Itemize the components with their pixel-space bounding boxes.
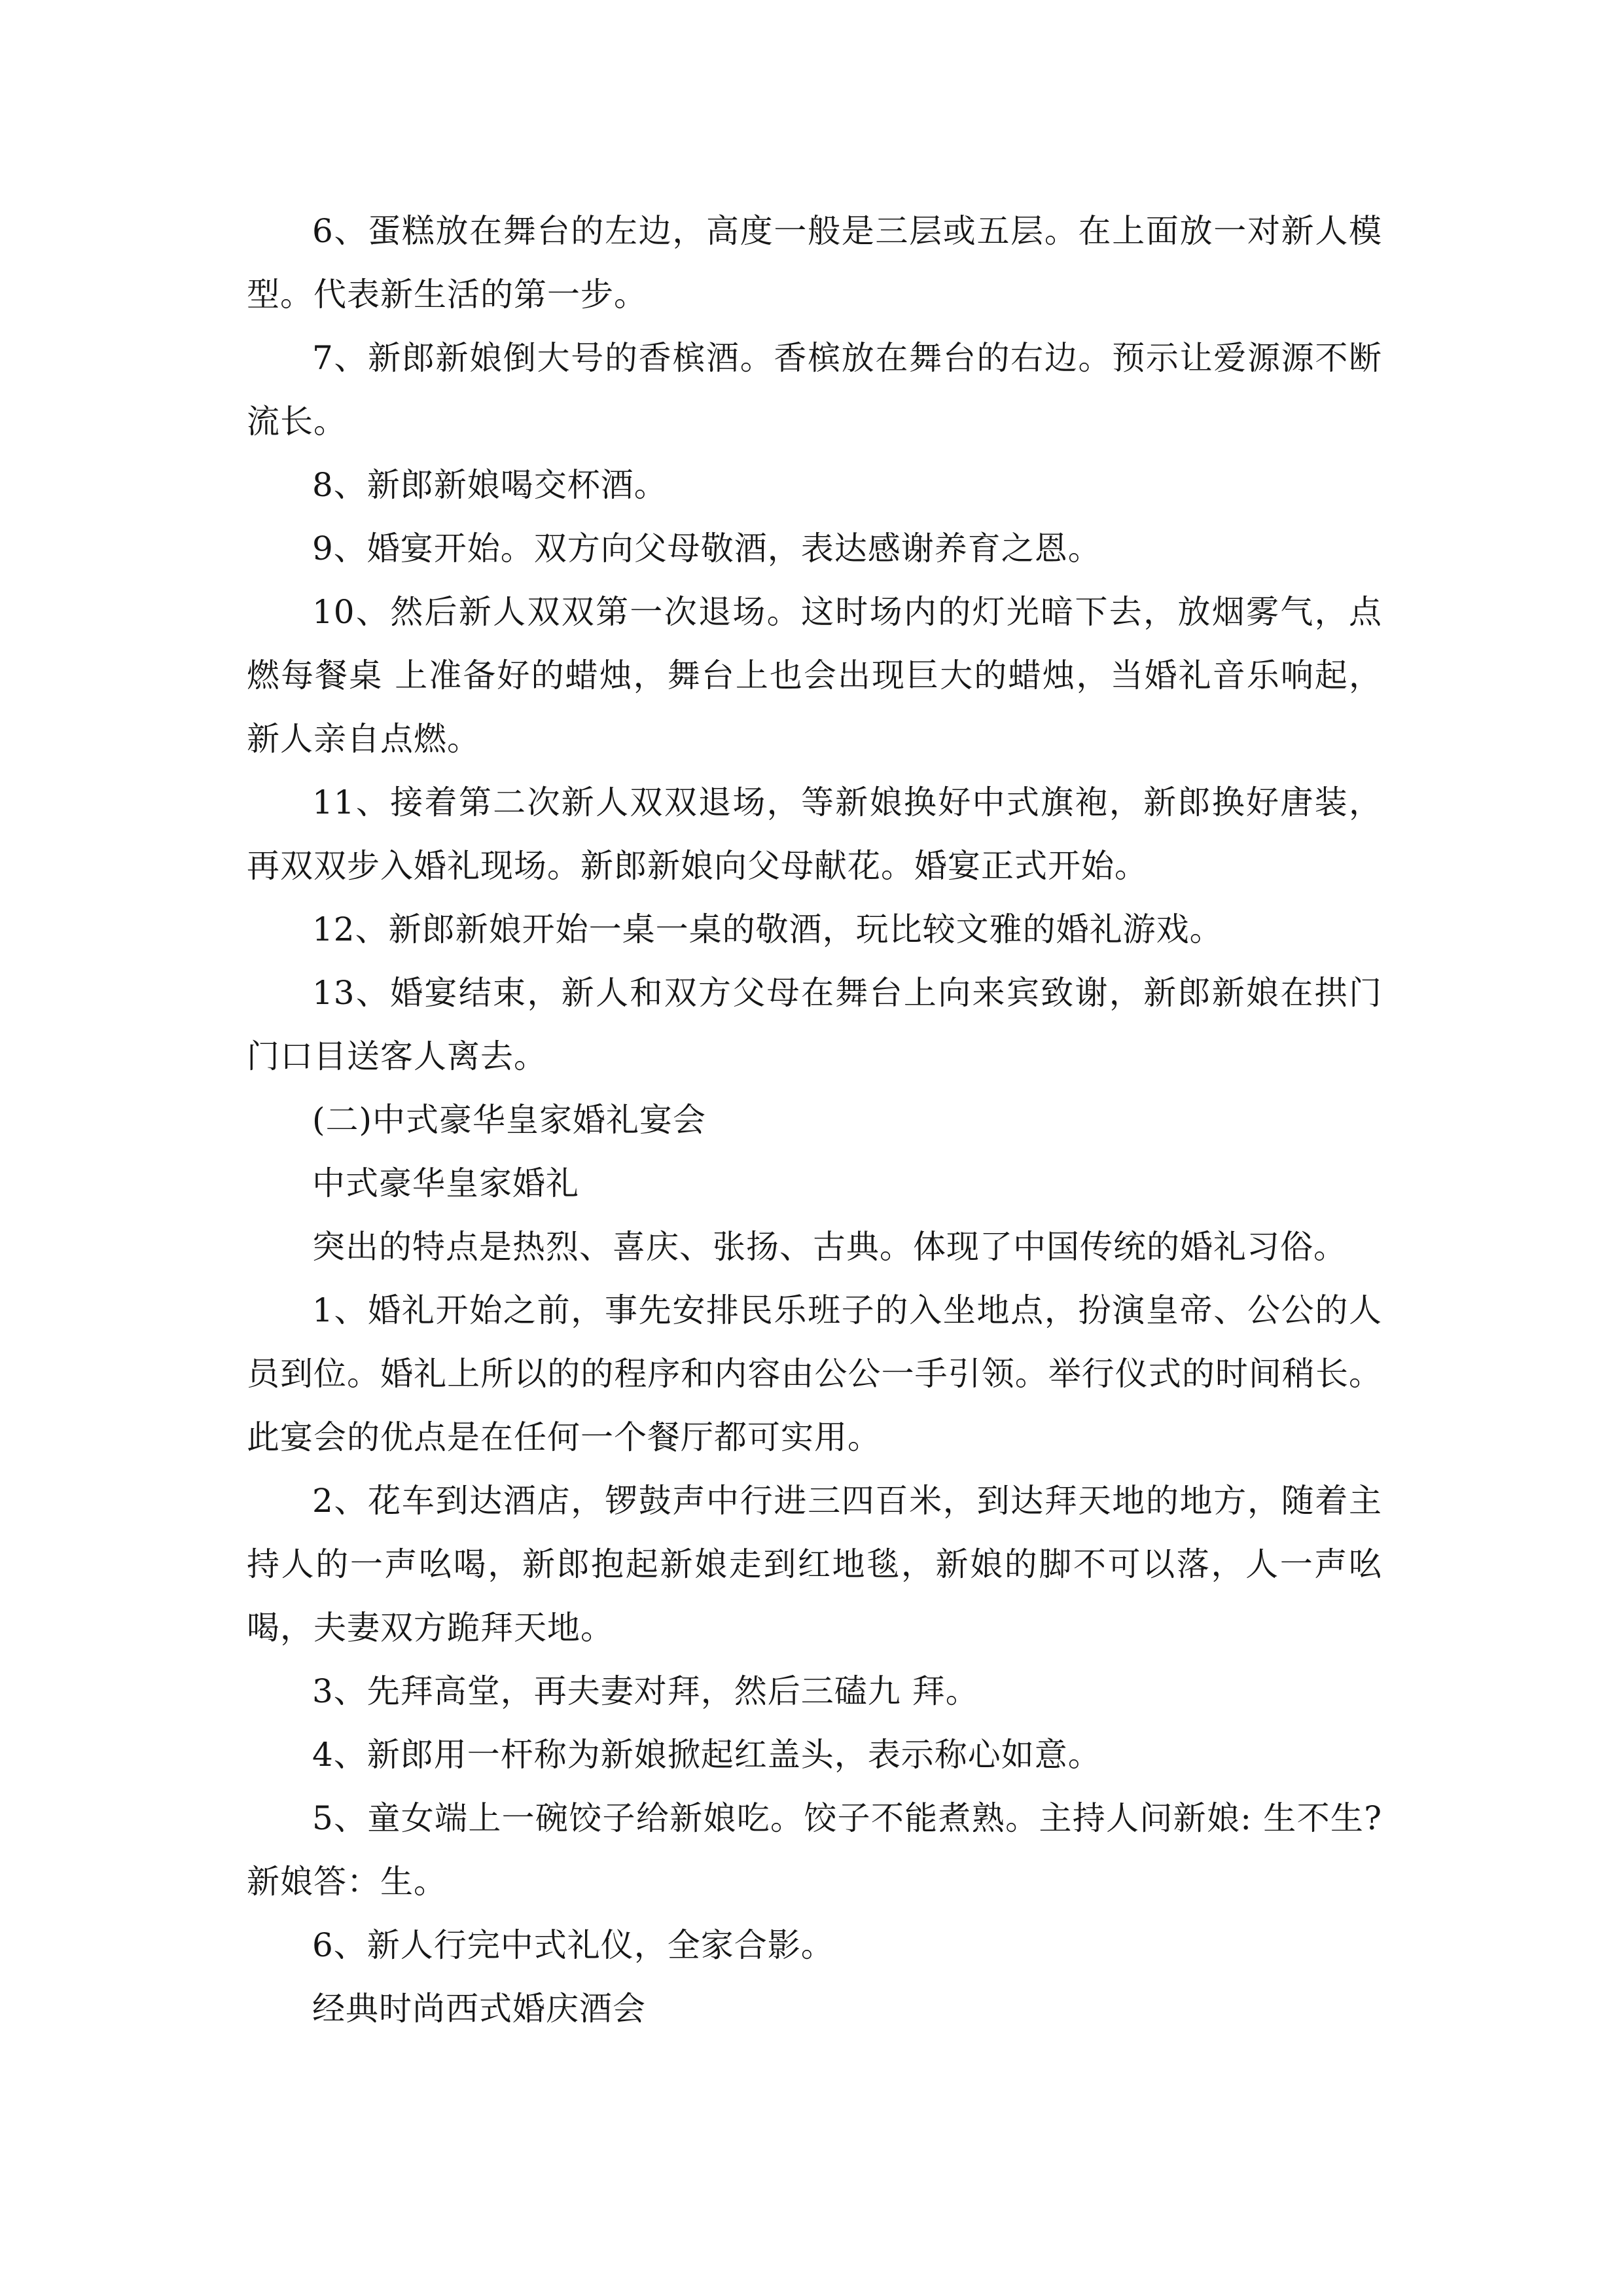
paragraph-step-4: 4、新郎用一杆称为新娘掀起红盖头，表示称心如意。	[312, 1736, 1101, 1774]
section-heading-western-reception: 经典时尚西式婚庆酒会	[312, 1990, 646, 2028]
document-body	[247, 200, 1382, 2041]
paragraph-step-1: 1、婚礼开始之前，事先安排民乐班子的入坐地点，扮演皇帝、公公的人员到位。婚礼上所以的的程序和内容由公公一手引领。举行仪式的时间稍长。此宴会的优点是在任何一个餐厅都可实用。	[247, 1291, 1382, 1456]
paragraph-cross-cup-wine: 8、新郎新娘喝交杯酒。	[312, 466, 668, 504]
paragraph-step-6: 6、新人行完中式礼仪，全家合影。	[312, 1926, 834, 1964]
paragraph-banquet-start: 9、婚宴开始。双方向父母敬酒，表达感谢养育之恩。	[312, 529, 1101, 567]
paragraph-champagne: 7、新郎新娘倒大号的香槟酒。香槟放在舞台的右边。预示让爱源源不断流长。	[247, 339, 1382, 440]
paragraph-banquet-end: 13、婚宴结束，新人和双方父母在舞台上向来宾致谢，新郎新娘在拱门门口目送客人离去。	[247, 974, 1382, 1075]
paragraph-second-exit: 11、接着第二次新人双双退场，等新娘换好中式旗袍，新郎换好唐装，再双双步入婚礼现场。新郎新娘向父母献花。婚宴正式开始。	[247, 783, 1382, 885]
section-heading-chinese-royal: (二)中式豪华皇家婚礼宴会	[312, 1101, 707, 1139]
paragraph-cake: 6、蛋糕放在舞台的左边，高度一般是三层或五层。在上面放一对新人模型。代表新生活的第一步。	[247, 212, 1382, 314]
paragraph-first-exit: 10、然后新人双双第一次退场。这时场内的灯光暗下去，放烟雾气，点燃每餐桌 上准备好的蜡烛，舞台上也会出现巨大的蜡烛，当婚礼音乐响起，新人亲自点燃。	[247, 593, 1382, 758]
paragraph-features: 突出的特点是热烈、喜庆、张扬、古典。体现了中国传统的婚礼习俗。	[312, 1228, 1347, 1266]
paragraph-toasting: 12、新郎新娘开始一桌一桌的敬酒，玩比较文雅的婚礼游戏。	[312, 910, 1223, 948]
paragraph-step-5: 5、童女端上一碗饺子给新娘吃。饺子不能煮熟。主持人问新娘: 生不生?新娘答：生。	[247, 1799, 1382, 1901]
paragraph-step-2: 2、花车到达酒店，锣鼓声中行进三四百米，到达拜天地的地方，随着主持人的一声吆喝，新郎抱起新娘走到红地毯，新娘的脚不可以落，人一声吆喝，夫妻双方跪拜天地。	[247, 1482, 1382, 1647]
paragraph-step-3: 3、先拜高堂，再夫妻对拜，然后三磕九 拜。	[312, 1672, 979, 1710]
subheading-chinese-royal-wedding: 中式豪华皇家婚礼	[312, 1164, 579, 1202]
